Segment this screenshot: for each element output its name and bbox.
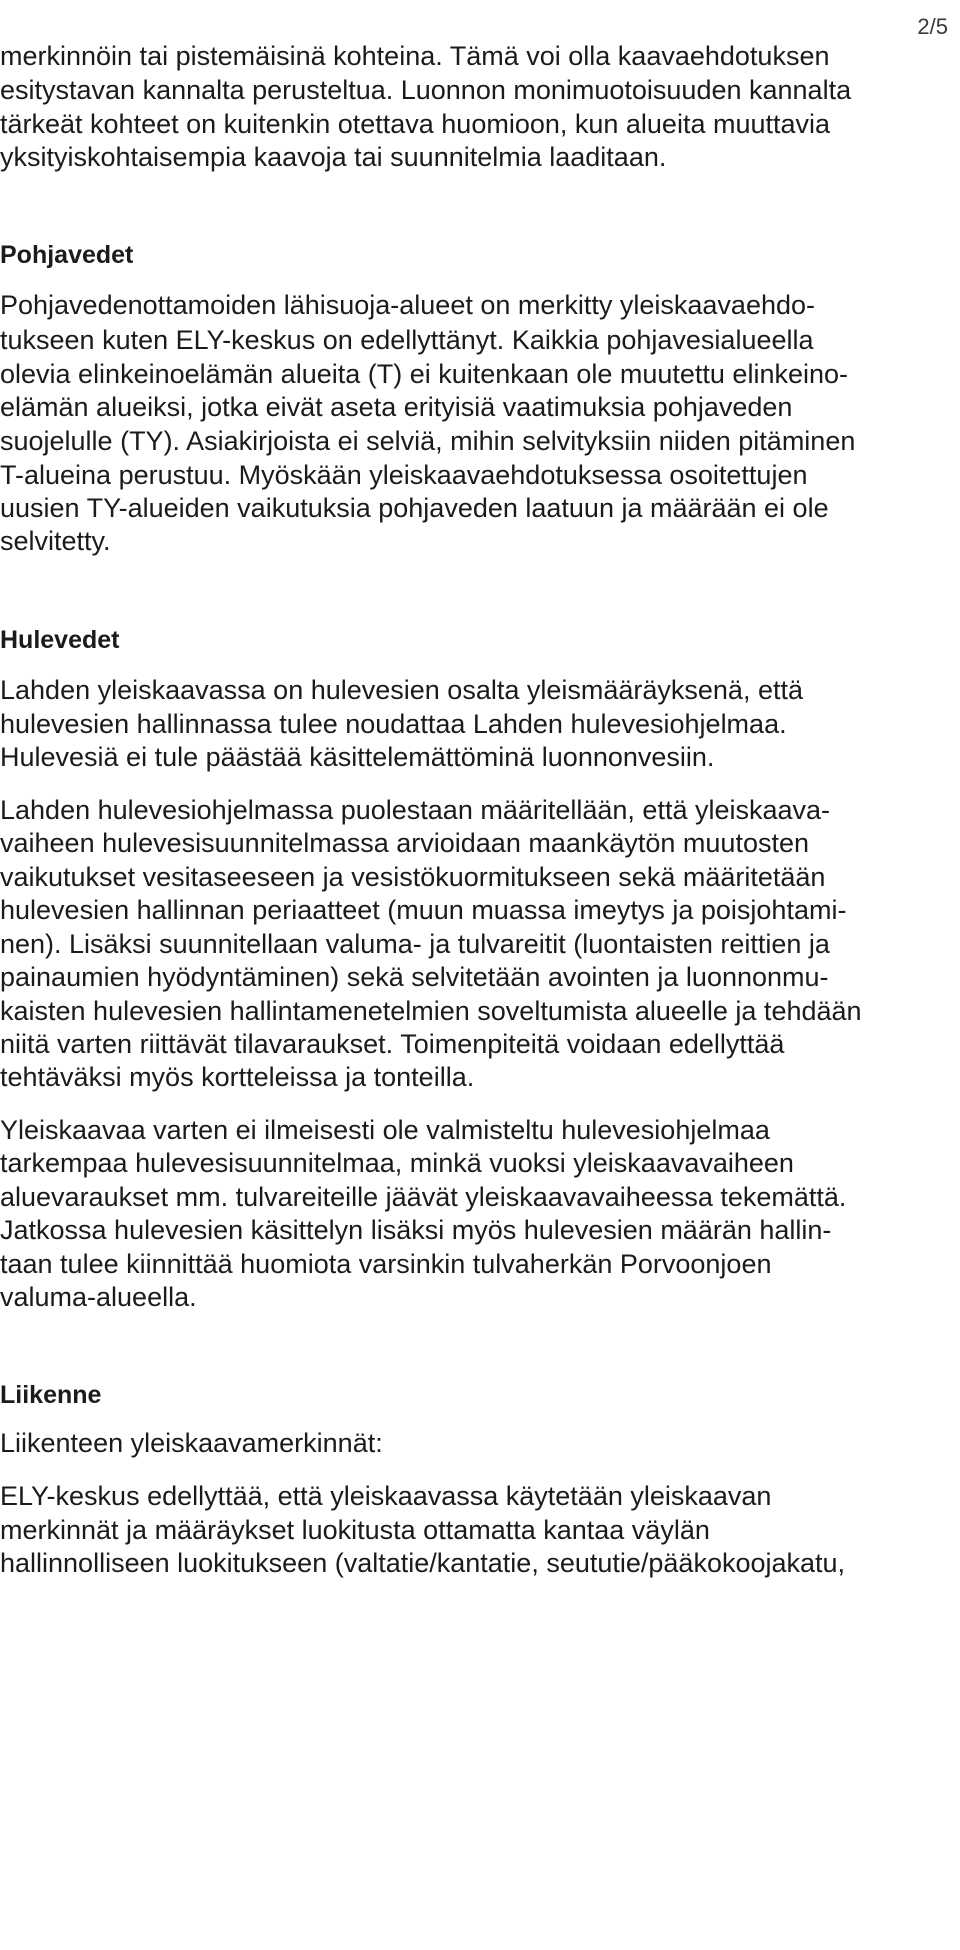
text-line: hulevesien hallinnassa tulee noudattaa Lahden hulevesiohjelmaa.: [0, 709, 787, 739]
text-line: hallinnolliseen luokitukseen (valtatie/kantatie, seututie/pääkokoojakatu,: [0, 1548, 846, 1578]
page-number: 2/5: [917, 14, 948, 39]
text-line: elämän alueiksi, jotka eivät aseta erityisiä vaatimuksia pohjaveden: [0, 392, 793, 422]
text-line: aluevaraukset mm. tulvareiteille jäävät yleiskaavavaiheessa tekemättä.: [0, 1182, 847, 1212]
text-line: tukseen kuten ELY-keskus on edellyttänyt. Kaikkia pohjavesialueella: [0, 325, 814, 355]
text-line: selvitetty.: [0, 526, 111, 556]
text-line: hulevesien hallinnan periaatteet (muun muassa imeytys ja poisjohtami-: [0, 895, 847, 925]
text-line: tehtäväksi myös kortteleissa ja tonteilla.: [0, 1062, 475, 1092]
subheading-liikenne-merkinnat: Liikenteen yleiskaavamerkinnät:: [0, 1428, 383, 1458]
section-heading-hulevedet: Hulevedet: [0, 626, 120, 654]
text-line: suojelulle (TY). Asiakirjoista ei selviä, mihin selvityksiin niiden pitäminen: [0, 426, 856, 456]
text-line: T-alueina perustuu. Myöskään yleiskaavaehdotuksessa osoitettujen: [0, 460, 808, 490]
section-heading-pohjavedet: Pohjavedet: [0, 241, 134, 269]
text-line: yksityiskohtaisempia kaavoja tai suunnitelmia laaditaan.: [0, 142, 667, 172]
text-line: Lahden hulevesiohjelmassa puolestaan määritellään, että yleiskaava-: [0, 795, 831, 825]
text-line: kaisten hulevesien hallintamenetelmien soveltumista alueelle ja tehdään: [0, 996, 862, 1026]
text-line: Lahden yleiskaavassa on hulevesien osalta yleismääräyksenä, että: [0, 675, 803, 705]
text-line: Yleiskaavaa varten ei ilmeisesti ole valmisteltu hulevesiohjelmaa: [0, 1115, 770, 1145]
text-line: Jatkossa hulevesien käsittelyn lisäksi myös hulevesien määrän hallin-: [0, 1215, 832, 1245]
text-line: valuma-alueella.: [0, 1282, 197, 1312]
text-line: niitä varten riittävät tilavaraukset. Toimenpiteitä voidaan edellyttää: [0, 1029, 785, 1059]
text-line: taan tulee kiinnittää huomiota varsinkin tulvaherkän Porvoonjoen: [0, 1249, 772, 1279]
text-line: Pohjavedenottamoiden lähisuoja-alueet on merkitty yleiskaavaehdo-: [0, 290, 815, 320]
text-line: painaumien hyödyntäminen) sekä selvitetään avointen ja luonnonmu-: [0, 962, 829, 992]
text-line: uusien TY-alueiden vaikutuksia pohjaveden laatuun ja määrään ei ole: [0, 493, 829, 523]
text-line: merkinnöin tai pistemäisinä kohteina. Tämä voi olla kaavaehdotuksen: [0, 41, 830, 71]
text-line: merkinnät ja määräykset luokitusta ottamatta kantaa väylän: [0, 1515, 710, 1545]
text-line: Hulevesiä ei tule päästää käsittelemättöminä luonnonvesiin.: [0, 742, 715, 772]
section-heading-liikenne: Liikenne: [0, 1381, 102, 1409]
text-line: ELY-keskus edellyttää, että yleiskaavassa käytetään yleiskaavan: [0, 1481, 772, 1511]
text-line: olevia elinkeinoelämän alueita (T) ei kuitenkaan ole muutettu elinkeino-: [0, 359, 848, 389]
text-line: tarkempaa hulevesisuunnitelmaa, minkä vuoksi yleiskaavavaiheen: [0, 1148, 794, 1178]
text-line: vaiheen hulevesisuunnitelmassa arvioidaan maankäytön muutosten: [0, 828, 809, 858]
text-line: vaikutukset vesitaseeseen ja vesistökuormitukseen sekä määritetään: [0, 862, 826, 892]
text-line: tärkeät kohteet on kuitenkin otettava huomioon, kun alueita muuttavia: [0, 109, 831, 139]
text-line: esitystavan kannalta perusteltua. Luonnon monimuotoisuuden kannalta: [0, 75, 852, 105]
text-line: nen). Lisäksi suunnitellaan valuma- ja tulvareitit (luontaisten reittien ja: [0, 929, 830, 959]
